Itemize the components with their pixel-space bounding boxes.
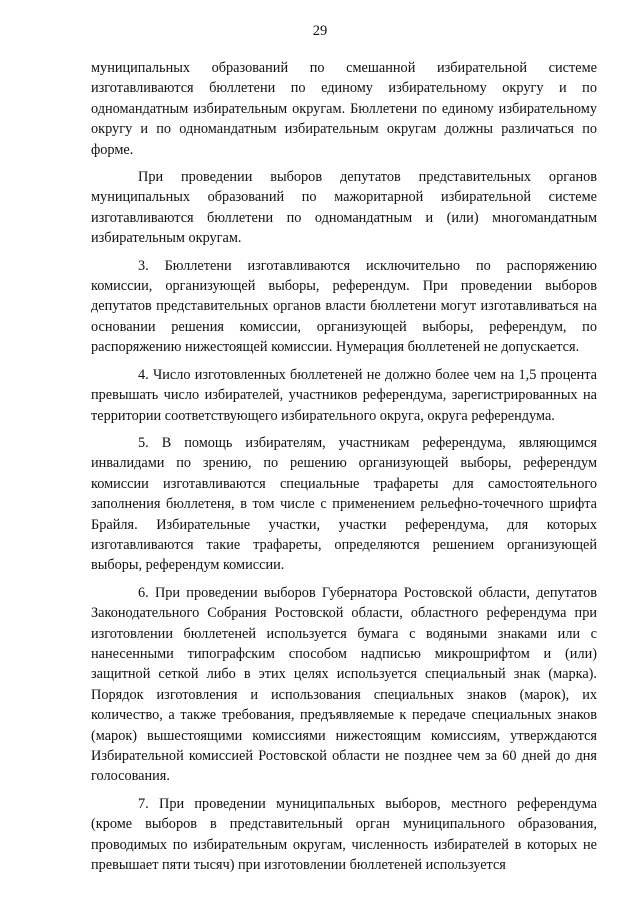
paragraph-item-4: 4. Число изготовленных бюллетеней не должно более чем на 1,5 процента превышать число избирателей, участников референдума, зарегистрированных на территории соответствующего избирательного округа, округа референдума. xyxy=(91,366,597,424)
page-number: 29 xyxy=(312,23,328,39)
document-text xyxy=(91,58,597,882)
paragraph-item-6: 6. При проведении выборов Губернатора Ростовской области, депутатов Законодательного Собрания Ростовской области, областного референдума при изготовлении бюллетеней используется бумага с водяными знаками или с нанесенными типографским способом надписью микрошрифтом и (или) защитной сеткой либо в этих целях используется специальный знак (марка). Порядок изготовления и использования специальных знаков (марок), их количество, а также требования, предъявляемые к передаче специальных знаков (марок) вышестоящими комиссиями нижестоящим комиссиям, утверждаются Избирательной комиссией Ростовской области не позднее чем за 60 дней до дня голосования. xyxy=(91,584,597,785)
paragraph-majoritarian-ballots: При проведении выборов депутатов представительных органов муниципальных образований по мажоритарной избирательной системе изготавливаются бюллетени по одномандатным и (или) многомандатным избирательным округам. xyxy=(91,169,597,247)
paragraph-item-3: 3. Бюллетени изготавливаются исключительно по распоряжению комиссии, организующей выборы, референдум. При проведении выборов депутатов представительных органов власти бюллетени могут изготавливаться на основании решения комиссии, организующей выборы, референдум, по распоряжению нижестоящей комиссии. Нумерация бюллетеней не допускается. xyxy=(91,257,597,356)
paragraph-item-7: 7. При проведении муниципальных выборов, местного референдума (кроме выборов в представительный орган муниципального образования, проводимых по избирательным округам, численность избирателей в которых не превышает пяти тысяч) при изготовлении бюллетеней используется xyxy=(91,795,597,874)
paragraph-item-5: 5. В помощь избирателям, участникам референдума, являющимся инвалидами по зрению, по решению организующей выборы, референдум комиссии изготавливаются специальные трафареты для самостоятельного заполнения бюллетеня, в том числе с применением рельефно-точечного шрифта Брайля. Избирательные участки, участки референдума, для которых изготавливаются такие трафареты, определяются решением организующей выборы, референдум комиссии. xyxy=(91,434,597,574)
paragraph-continuation: муниципальных образований по смешанной избирательной системе изготавливаются бюллетени по единому избирательному округу и по одномандатным избирательным округам. Бюллетени по единому избирательному округу и по одномандатным избирательным округам должны различаться по форме. xyxy=(91,60,597,158)
